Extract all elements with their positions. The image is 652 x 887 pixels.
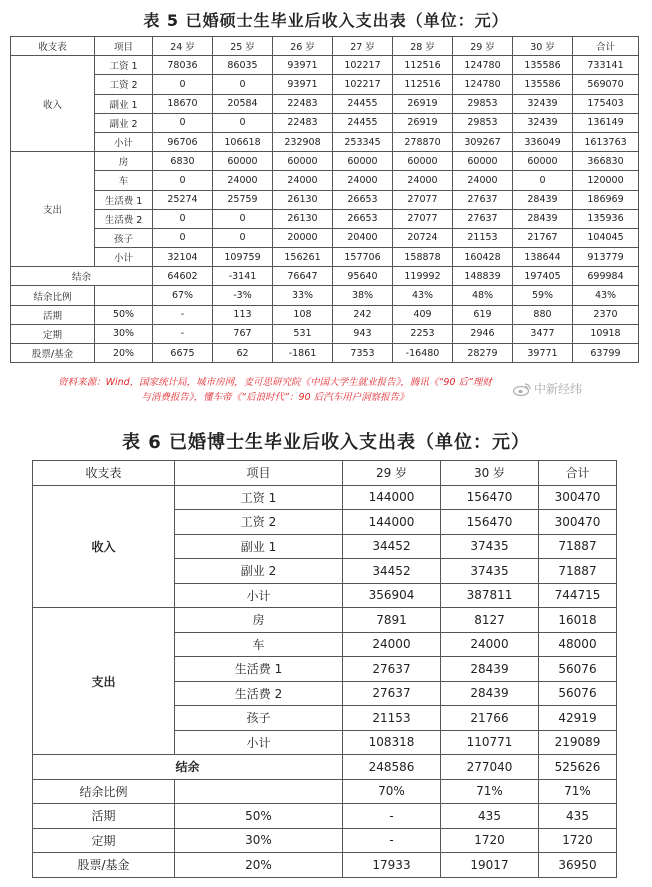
value-cell: 25274 [153, 190, 213, 209]
expense-row [11, 209, 639, 228]
value-cell: 1720 [441, 828, 539, 853]
value-cell: 186969 [573, 190, 639, 209]
value-cell: 60000 [273, 152, 333, 171]
value-cell: 309267 [453, 132, 513, 151]
value-cell: 366830 [573, 152, 639, 171]
column-header: 合计 [539, 461, 617, 486]
income-section-label: 收入 [11, 56, 95, 152]
allocation-percent: 20% [95, 344, 153, 363]
value-cell: 913779 [573, 248, 639, 267]
column-header: 29 岁 [453, 37, 513, 56]
value-cell: 25759 [213, 190, 273, 209]
value-cell: 156470 [441, 485, 539, 510]
value-cell: 26130 [273, 209, 333, 228]
value-cell: 19017 [441, 853, 539, 878]
row-item-label: 副业 2 [95, 113, 153, 132]
value-cell: 20400 [333, 228, 393, 247]
source-line-2: 与消费报告》，懂车帝《“后浪时代”：90 后汽车用户洞察报告》 [141, 392, 409, 403]
value-cell: 64602 [153, 267, 213, 286]
value-cell: 120000 [573, 171, 639, 190]
allocation-label: 股票/基金 [33, 853, 175, 878]
income-row [11, 132, 639, 151]
value-cell: 1720 [539, 828, 617, 853]
value-cell: 2946 [453, 324, 513, 343]
value-cell: 744715 [539, 583, 617, 608]
value-cell: 93971 [273, 56, 333, 75]
value-cell: 10918 [573, 324, 639, 343]
column-header: 30 岁 [441, 461, 539, 486]
row-item-label: 小计 [95, 248, 153, 267]
value-cell: 102217 [333, 75, 393, 94]
value-cell: 27637 [453, 209, 513, 228]
value-cell: 135586 [513, 56, 573, 75]
value-cell: 112516 [393, 75, 453, 94]
expense-row [33, 608, 617, 633]
expense-row [11, 171, 639, 190]
value-cell: 26919 [393, 113, 453, 132]
column-header: 30 岁 [513, 37, 573, 56]
value-cell: 24000 [333, 171, 393, 190]
value-cell: 33% [273, 286, 333, 305]
value-cell: 24000 [441, 632, 539, 657]
value-cell: 24000 [273, 171, 333, 190]
value-cell: 21767 [513, 228, 573, 247]
value-cell: 300470 [539, 485, 617, 510]
value-cell: 248586 [343, 755, 441, 780]
row-item-label: 副业 1 [95, 94, 153, 113]
table6-title: 表 6 已婚博士生毕业后收入支出表（单位：元） [121, 432, 531, 453]
column-header: 28 岁 [393, 37, 453, 56]
balance-label: 结余 [33, 755, 343, 780]
value-cell: 109759 [213, 248, 273, 267]
source-note [40, 375, 510, 405]
value-cell: 0 [213, 75, 273, 94]
value-cell: 144000 [343, 510, 441, 535]
value-cell: 767 [213, 324, 273, 343]
row-item-label: 小计 [175, 730, 343, 755]
row-item-label: 孩子 [95, 228, 153, 247]
row-item-label: 工资 1 [175, 485, 343, 510]
value-cell: 86035 [213, 56, 273, 75]
allocation-label: 活期 [33, 804, 175, 829]
row-item-label: 副业 2 [175, 559, 343, 584]
value-cell: 112516 [393, 56, 453, 75]
value-cell: 6830 [153, 152, 213, 171]
value-cell: 0 [213, 228, 273, 247]
value-cell: 26653 [333, 190, 393, 209]
value-cell: 943 [333, 324, 393, 343]
value-cell: 24455 [333, 113, 393, 132]
value-cell: 119992 [393, 267, 453, 286]
value-cell: 0 [213, 113, 273, 132]
value-cell: 3477 [513, 324, 573, 343]
value-cell: 21153 [453, 228, 513, 247]
column-header: 收支表 [11, 37, 95, 56]
balance-label: 结余 [11, 267, 153, 286]
value-cell: 20000 [273, 228, 333, 247]
expense-section-label: 支出 [11, 152, 95, 267]
value-cell: -3% [213, 286, 273, 305]
ratio-row [33, 779, 617, 804]
value-cell: 356904 [343, 583, 441, 608]
value-cell: 71% [539, 779, 617, 804]
value-cell: - [153, 305, 213, 324]
value-cell: 59% [513, 286, 573, 305]
expense-row [11, 190, 639, 209]
value-cell: - [153, 324, 213, 343]
value-cell: 39771 [513, 344, 573, 363]
row-item-label: 小计 [175, 583, 343, 608]
value-cell: 71887 [539, 534, 617, 559]
expense-row [11, 152, 639, 171]
row-item-label: 生活费 1 [95, 190, 153, 209]
allocation-label: 定期 [11, 324, 95, 343]
value-cell: 28279 [453, 344, 513, 363]
allocation-percent: 30% [175, 828, 343, 853]
value-cell: 34452 [343, 534, 441, 559]
column-header: 收支表 [33, 461, 175, 486]
table6-body [33, 461, 617, 878]
income-row [11, 56, 639, 75]
value-cell: 28439 [441, 681, 539, 706]
column-header: 27 岁 [333, 37, 393, 56]
value-cell: 0 [153, 171, 213, 190]
value-cell: 29853 [453, 113, 513, 132]
value-cell: 22483 [273, 113, 333, 132]
value-cell: 28439 [513, 209, 573, 228]
allocation-row [33, 853, 617, 878]
income-row [11, 113, 639, 132]
value-cell: 48000 [539, 632, 617, 657]
row-item-label: 工资 1 [95, 56, 153, 75]
value-cell: 63799 [573, 344, 639, 363]
value-cell: 8127 [441, 608, 539, 633]
column-header: 24 岁 [153, 37, 213, 56]
allocation-row [33, 828, 617, 853]
value-cell: 18670 [153, 94, 213, 113]
value-cell: 232908 [273, 132, 333, 151]
value-cell: 136149 [573, 113, 639, 132]
value-cell: 135936 [573, 209, 639, 228]
expense-row [11, 228, 639, 247]
value-cell: - [343, 804, 441, 829]
column-header: 合计 [573, 37, 639, 56]
value-cell: 70% [343, 779, 441, 804]
value-cell: 0 [153, 209, 213, 228]
value-cell: 175403 [573, 94, 639, 113]
value-cell: 60000 [333, 152, 393, 171]
header-row [11, 37, 639, 56]
value-cell: 29853 [453, 94, 513, 113]
value-cell: 60000 [453, 152, 513, 171]
value-cell: 7353 [333, 344, 393, 363]
value-cell: 197405 [513, 267, 573, 286]
value-cell: 219089 [539, 730, 617, 755]
column-header: 26 岁 [273, 37, 333, 56]
value-cell: 253345 [333, 132, 393, 151]
value-cell: -1861 [273, 344, 333, 363]
value-cell: 76647 [273, 267, 333, 286]
value-cell: -3141 [213, 267, 273, 286]
value-cell: 26653 [333, 209, 393, 228]
value-cell: 0 [153, 228, 213, 247]
value-cell: 48% [453, 286, 513, 305]
income-row [11, 94, 639, 113]
value-cell: 277040 [441, 755, 539, 780]
value-cell: 24455 [333, 94, 393, 113]
column-header: 项目 [95, 37, 153, 56]
expense-section-label: 支出 [33, 608, 175, 755]
value-cell: 435 [441, 804, 539, 829]
value-cell: 27637 [343, 681, 441, 706]
value-cell: 156470 [441, 510, 539, 535]
value-cell: 28439 [513, 190, 573, 209]
value-cell: 102217 [333, 56, 393, 75]
income-section-label: 收入 [33, 485, 175, 608]
value-cell: 20724 [393, 228, 453, 247]
value-cell: -16480 [393, 344, 453, 363]
value-cell: 124780 [453, 75, 513, 94]
column-header: 29 岁 [343, 461, 441, 486]
value-cell: 32104 [153, 248, 213, 267]
value-cell: 21153 [343, 706, 441, 731]
column-header: 项目 [175, 461, 343, 486]
header-row [33, 461, 617, 486]
value-cell: 242 [333, 305, 393, 324]
value-cell: 43% [393, 286, 453, 305]
value-cell: 336049 [513, 132, 573, 151]
value-cell: 27077 [393, 209, 453, 228]
ratio-label: 结余比例 [33, 779, 175, 804]
value-cell: 60000 [393, 152, 453, 171]
value-cell: 144000 [343, 485, 441, 510]
allocation-percent: 30% [95, 324, 153, 343]
value-cell: 387811 [441, 583, 539, 608]
value-cell: 300470 [539, 510, 617, 535]
value-cell: 78036 [153, 56, 213, 75]
value-cell: 71887 [539, 559, 617, 584]
allocation-label: 活期 [11, 305, 95, 324]
value-cell: 28439 [441, 657, 539, 682]
row-item-label: 小计 [95, 132, 153, 151]
value-cell: 619 [453, 305, 513, 324]
value-cell: 0 [153, 75, 213, 94]
allocation-row [11, 344, 639, 363]
weibo-logo-icon [513, 382, 531, 396]
value-cell: 43% [573, 286, 639, 305]
table5-title: 表 5 已婚硕士生毕业后收入支出表（单位：元） [143, 11, 509, 30]
value-cell: 699984 [573, 267, 639, 286]
row-item-label: 工资 2 [95, 75, 153, 94]
value-cell: 113 [213, 305, 273, 324]
allocation-percent: 50% [175, 804, 343, 829]
value-cell: 42919 [539, 706, 617, 731]
ratio-label: 结余比例 [11, 286, 95, 305]
value-cell: 37435 [441, 559, 539, 584]
value-cell: 158878 [393, 248, 453, 267]
value-cell: 124780 [453, 56, 513, 75]
value-cell: 26130 [273, 190, 333, 209]
row-item-label: 工资 2 [175, 510, 343, 535]
value-cell: 24000 [213, 171, 273, 190]
value-cell: 24000 [453, 171, 513, 190]
value-cell: 32439 [513, 94, 573, 113]
value-cell: 106618 [213, 132, 273, 151]
value-cell: 569070 [573, 75, 639, 94]
income-row [33, 485, 617, 510]
value-cell: 24000 [343, 632, 441, 657]
row-item-label: 孩子 [175, 706, 343, 731]
value-cell: 38% [333, 286, 393, 305]
value-cell: 435 [539, 804, 617, 829]
value-cell: 138644 [513, 248, 573, 267]
row-item-label: 生活费 2 [175, 681, 343, 706]
value-cell: 26919 [393, 94, 453, 113]
value-cell: 157706 [333, 248, 393, 267]
allocation-percent: 20% [175, 853, 343, 878]
value-cell: - [343, 828, 441, 853]
allocation-row [11, 305, 639, 324]
value-cell: 531 [273, 324, 333, 343]
value-cell: 27637 [343, 657, 441, 682]
value-cell: 0 [153, 113, 213, 132]
table5-masters-income-expense [10, 36, 639, 363]
value-cell: 409 [393, 305, 453, 324]
value-cell: 67% [153, 286, 213, 305]
value-cell: 104045 [573, 228, 639, 247]
value-cell: 2370 [573, 305, 639, 324]
column-header: 25 岁 [213, 37, 273, 56]
empty-cell [175, 779, 343, 804]
empty-cell [95, 286, 153, 305]
value-cell: 1613763 [573, 132, 639, 151]
value-cell: 16018 [539, 608, 617, 633]
value-cell: 525626 [539, 755, 617, 780]
value-cell: 17933 [343, 853, 441, 878]
value-cell: 56076 [539, 681, 617, 706]
value-cell: 34452 [343, 559, 441, 584]
row-item-label: 车 [95, 171, 153, 190]
value-cell: 21766 [441, 706, 539, 731]
value-cell: 27637 [453, 190, 513, 209]
value-cell: 2253 [393, 324, 453, 343]
allocation-percent: 50% [95, 305, 153, 324]
allocation-row [11, 324, 639, 343]
value-cell: 36950 [539, 853, 617, 878]
value-cell: 71% [441, 779, 539, 804]
value-cell: 278870 [393, 132, 453, 151]
value-cell: 135586 [513, 75, 573, 94]
value-cell: 60000 [513, 152, 573, 171]
row-item-label: 副业 1 [175, 534, 343, 559]
value-cell: 160428 [453, 248, 513, 267]
allocation-label: 股票/基金 [11, 344, 95, 363]
value-cell: 148839 [453, 267, 513, 286]
value-cell: 60000 [213, 152, 273, 171]
watermark [513, 380, 582, 397]
table6-phd-income-expense [32, 460, 617, 878]
allocation-label: 定期 [33, 828, 175, 853]
value-cell: 108 [273, 305, 333, 324]
value-cell: 37435 [441, 534, 539, 559]
row-item-label: 房 [95, 152, 153, 171]
value-cell: 96706 [153, 132, 213, 151]
value-cell: 0 [213, 209, 273, 228]
value-cell: 108318 [343, 730, 441, 755]
value-cell: 6675 [153, 344, 213, 363]
allocation-row [33, 804, 617, 829]
expense-row [11, 248, 639, 267]
value-cell: 156261 [273, 248, 333, 267]
row-item-label: 房 [175, 608, 343, 633]
row-item-label: 车 [175, 632, 343, 657]
value-cell: 22483 [273, 94, 333, 113]
table5-body [11, 37, 639, 363]
income-row [11, 75, 639, 94]
ratio-row [11, 286, 639, 305]
row-item-label: 生活费 2 [95, 209, 153, 228]
balance-row [11, 267, 639, 286]
value-cell: 27077 [393, 190, 453, 209]
balance-row [33, 755, 617, 780]
value-cell: 20584 [213, 94, 273, 113]
source-line-1: 资料来源：Wind，国家统计局，城市房网，麦可思研究院《中国大学生就业报告》，腾讯《“90 后”理财 [58, 377, 492, 388]
value-cell: 733141 [573, 56, 639, 75]
value-cell: 95640 [333, 267, 393, 286]
value-cell: 93971 [273, 75, 333, 94]
value-cell: 7891 [343, 608, 441, 633]
value-cell: 24000 [393, 171, 453, 190]
value-cell: 62 [213, 344, 273, 363]
row-item-label: 生活费 1 [175, 657, 343, 682]
watermark-text: 中新经纬 [534, 382, 583, 396]
value-cell: 110771 [441, 730, 539, 755]
value-cell: 32439 [513, 113, 573, 132]
value-cell: 880 [513, 305, 573, 324]
value-cell: 56076 [539, 657, 617, 682]
value-cell: 0 [513, 171, 573, 190]
